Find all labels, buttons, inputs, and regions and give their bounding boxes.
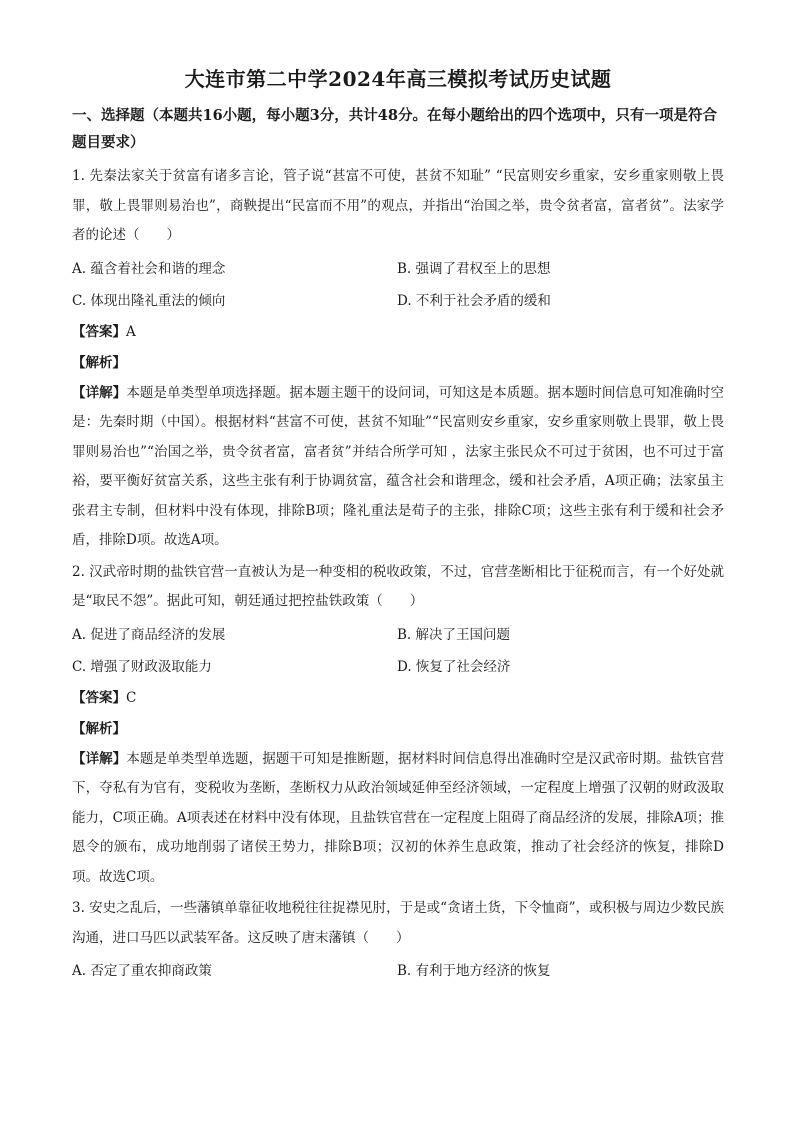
options-grid bbox=[72, 955, 724, 987]
answer-line bbox=[72, 683, 724, 714]
section-heading: 一、选择题（本题共16小题，每小题3分，共计48分。在每小题给出的四个选项中，只有一项是符合题目要求） bbox=[72, 107, 717, 151]
option-b: B. 解决了王国问题 bbox=[397, 626, 511, 643]
option-c: C. 增强了财政汲取能力 bbox=[72, 658, 212, 675]
options-grid bbox=[72, 619, 724, 683]
answer-value: C bbox=[126, 689, 137, 706]
answer-label: 【答案】 bbox=[72, 689, 126, 706]
detail-text: 本题是单类型单选题，据题干可知是推断题，据材料时间信息得出准确时空是汉武帝时期。盐铁官营下，夺私有为官有，变税收为垄断，垄断权力从政治领域延伸至经济领域，一定程度上增强了汉朝的财政汲取能力，C项正确。A项表述在材料中没有体现，且盐铁官营在一定程度上阻碍了商品经济的发展，排除A项；推恩令的颁布，成功地削弱了诸侯王势力，排除B项；汉初的休养生息政策，推动了社会经济的恢复，排除D项。故选C项。 bbox=[72, 750, 725, 885]
option-d: D. 恢复了社会经济 bbox=[397, 658, 511, 675]
option-c: C. 体现出隆礼重法的倾向 bbox=[72, 292, 226, 309]
analysis-label: 【解析】 bbox=[72, 354, 126, 371]
options-grid bbox=[72, 253, 724, 317]
option-b: B. 强调了君权至上的思想 bbox=[397, 260, 551, 277]
option-a: A. 促进了商品经济的发展 bbox=[72, 626, 226, 643]
question-stem: 1. 先秦法家关于贫富有诸多言论，管子说“甚富不可使，甚贫不知耻” “民富则安乡重家，安乡重家则敬上畏罪，敬上畏罪则易治也”，商鞅提出“民富而不用”的观点，并指出“治国之举，贵令贫者富，富者贫”。法家学者的论述（ ） bbox=[72, 168, 724, 243]
exam-page bbox=[72, 66, 724, 987]
question-stem: 3. 安史之乱后，一些藩镇单靠征收地税往往捉襟见肘，于是或“贪诸土货，下令恤商”，或积极与周边少数民族沟通，进口马匹以武装军备。这反映了唐末藩镇（ ） bbox=[72, 900, 724, 946]
question-1 bbox=[72, 162, 724, 556]
detail-paragraph bbox=[72, 745, 724, 893]
answer-value: A bbox=[126, 323, 136, 340]
page-title: 大连市第二中学2024年高三模拟考试历史试题 bbox=[184, 67, 612, 91]
option-a: A. 否定了重农抑商政策 bbox=[72, 963, 212, 979]
analysis-line bbox=[72, 714, 724, 745]
answer-label: 【答案】 bbox=[72, 323, 126, 340]
detail-label: 【详解】 bbox=[72, 750, 127, 767]
question-2 bbox=[72, 558, 724, 893]
option-d: D. 不利于社会矛盾的缓和 bbox=[397, 292, 551, 309]
detail-label: 【详解】 bbox=[72, 384, 127, 401]
analysis-line bbox=[72, 348, 724, 379]
detail-text: 本题是单类型单项选择题。据本题主题干的设问词，可知这是本质题。据本题时间信息可知准确时空是：先秦时期（中国）。根据材料“甚富不可使，甚贫不知耻”“民富则安乡重家，安乡重家则敬上畏罪，敬上畏罪则易治也”“治国之举，贵令贫者富，富者贫”并结合所学可知 ，法家主张民众不可过于贫困，也不可过于富裕，要平衡好贫富关系，这些主张有利于协调贫富，蕴含社会和谐理念，缓和社会矛盾，A项正确；法家虽主张君主专制，但材料中没有体现，排除B项；隆礼重法是荀子的主张，排除C项；这些主张有利于缓和社会矛盾，排除D项。故选A项。 bbox=[72, 384, 725, 548]
option-a: A. 蕴含着社会和谐的理念 bbox=[72, 260, 226, 277]
question-stem: 2. 汉武帝时期的盐铁官营一直被认为是一种变相的税收政策，不过，官营垄断相比于征税而言，有一个好处就是“取民不怨”。据此可知，朝廷通过把控盐铁政策（ ） bbox=[72, 563, 724, 609]
detail-paragraph bbox=[72, 379, 724, 556]
question-3 bbox=[72, 894, 724, 987]
answer-line bbox=[72, 317, 724, 348]
analysis-label: 【解析】 bbox=[72, 720, 126, 737]
option-b: B. 有利于地方经济的恢复 bbox=[397, 963, 551, 979]
